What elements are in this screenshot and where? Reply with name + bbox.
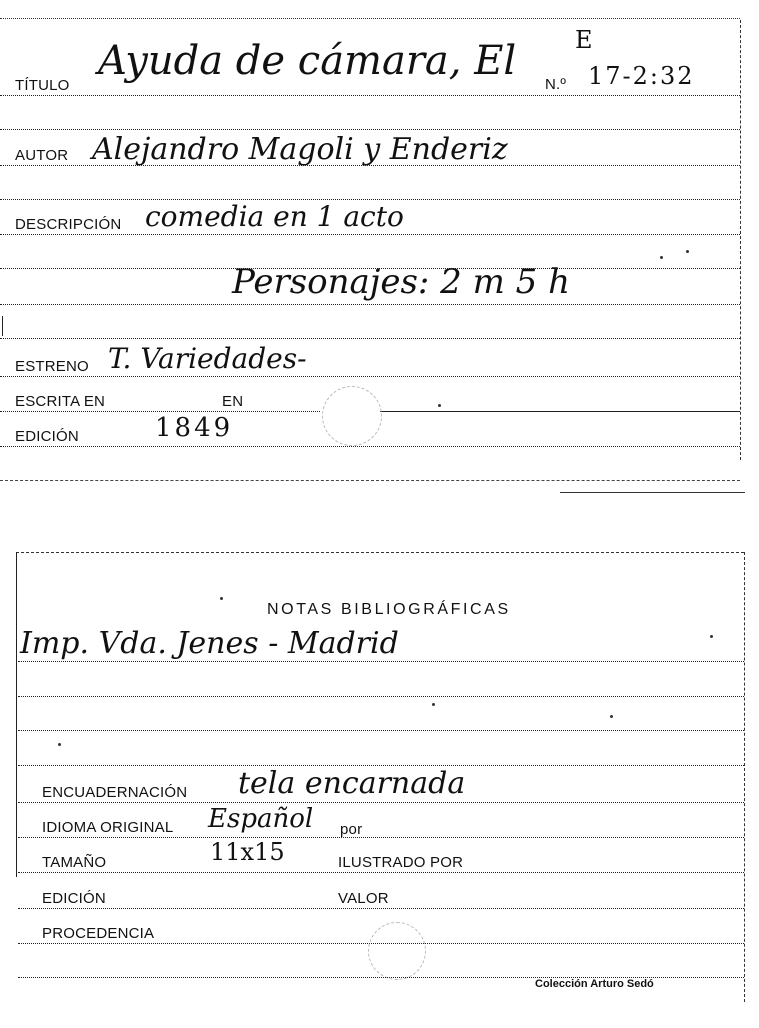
rule-titulo xyxy=(0,95,740,96)
speck xyxy=(686,250,689,253)
speck xyxy=(432,703,435,706)
stamp-circle xyxy=(322,386,382,446)
edicion-label-bottom: EDICIÓN xyxy=(42,890,106,907)
notas-value: Imp. Vda. Jenes - Madrid xyxy=(20,626,399,661)
collection-footer: Colección Arturo Sedó xyxy=(535,978,654,990)
notas-heading: NOTAS BIBLIOGRÁFICAS xyxy=(267,601,511,618)
card-bottom-right-edge xyxy=(744,552,745,1002)
edicion-value-top: 1849 xyxy=(155,413,234,443)
autor-value: Alejandro Magoli y Enderiz xyxy=(92,132,508,167)
rule-notas-2 xyxy=(18,696,744,697)
ilustrado-label: ILUSTRADO POR xyxy=(338,854,464,871)
card-bottom-top-border xyxy=(16,552,744,553)
titulo-value: Ayuda de cámara, El xyxy=(98,38,517,84)
descripcion-label: DESCRIPCIÓN xyxy=(15,216,122,233)
rule-descripcion xyxy=(0,234,740,235)
titulo-label: TÍTULO xyxy=(15,77,70,94)
speck xyxy=(220,597,223,600)
rule-escrita-right xyxy=(380,411,740,412)
rule-tamano xyxy=(18,872,744,873)
numero-label: N.º xyxy=(545,76,567,93)
speck xyxy=(660,256,663,259)
estreno-value: T. Variedades- xyxy=(108,342,307,375)
rule-escrita xyxy=(0,411,320,412)
card-top-border xyxy=(0,18,740,19)
speck xyxy=(438,404,441,407)
card-right-edge xyxy=(740,20,741,460)
numero-value: 17-2:32 xyxy=(588,62,695,90)
autor-label: AUTOR xyxy=(15,147,69,164)
speck xyxy=(610,715,613,718)
escrita-label: ESCRITA EN xyxy=(15,393,106,410)
idioma-label: IDIOMA ORIGINAL xyxy=(42,819,174,836)
rule-edicion-bottom xyxy=(18,908,744,909)
encuadernacion-label: ENCUADERNACIÓN xyxy=(42,784,188,801)
por-label: por xyxy=(340,821,363,838)
descripcion-value: comedia en 1 acto xyxy=(145,200,404,233)
rule-estreno xyxy=(0,376,740,377)
rule-encuadernacion xyxy=(18,802,744,803)
speck xyxy=(710,635,713,638)
catalog-card-bottom xyxy=(0,540,759,1028)
edicion-label-top: EDICIÓN xyxy=(15,428,79,445)
estreno-label: ESTRENO xyxy=(15,358,89,375)
tamano-value: 11x15 xyxy=(210,838,285,866)
rule-personajes xyxy=(0,304,740,305)
card-top-bottom-edge xyxy=(0,480,740,481)
valor-label: VALOR xyxy=(338,890,389,907)
tamano-label: TAMAÑO xyxy=(42,854,107,871)
rule-edicion xyxy=(0,446,740,447)
idioma-value: Español xyxy=(208,804,314,834)
stamp-circle-bottom xyxy=(368,922,426,980)
rule-8 xyxy=(0,338,740,339)
rule-autor xyxy=(0,165,740,166)
card-bottom-left-edge xyxy=(16,552,17,877)
personajes-value: Personajes: 2 m 5 h xyxy=(232,262,571,302)
card-top-shadow-line xyxy=(560,492,745,493)
en-label: EN xyxy=(222,393,244,410)
procedencia-label: PROCEDENCIA xyxy=(42,925,155,942)
speck xyxy=(58,743,61,746)
rule-2 xyxy=(0,129,740,130)
encuadernacion-value: tela encarnada xyxy=(238,766,466,801)
rule-idioma xyxy=(18,837,744,838)
mark-e: E xyxy=(575,26,593,54)
catalog-card-top xyxy=(0,0,759,500)
rule-notas-1 xyxy=(18,661,744,662)
rule-notas-3 xyxy=(18,730,744,731)
left-tick xyxy=(2,316,3,336)
